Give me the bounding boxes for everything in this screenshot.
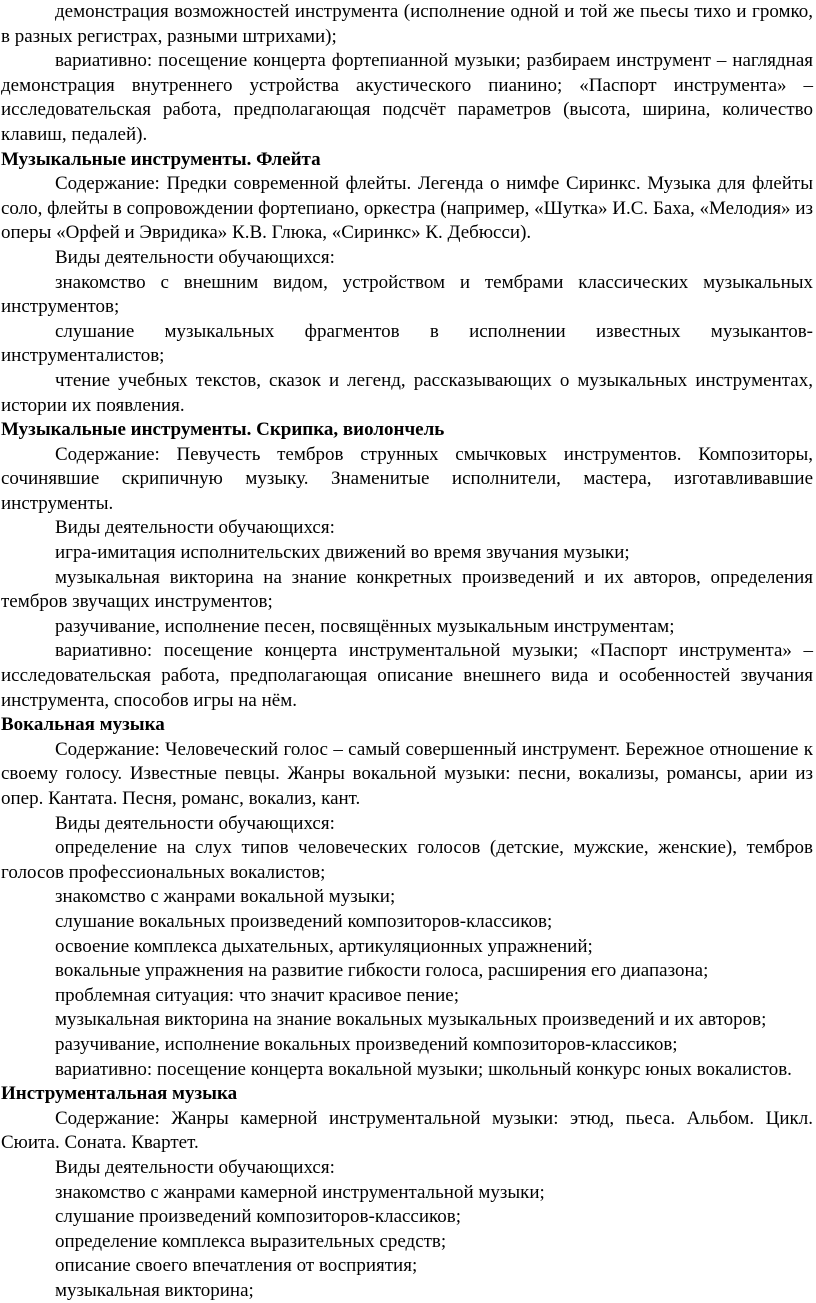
paragraph: вокальные упражнения на развитие гибкости голоса, расширения его диапазона;	[55, 960, 709, 982]
paragraph: музыкальная викторина на знание вокальных музыкальных произведений и их авторов;	[55, 1009, 767, 1031]
paragraph: вариативно: посещение концерта вокальной музыки; школьный конкурс юных вокалистов.	[55, 1058, 792, 1080]
paragraph: Виды деятельности обучающихся:	[55, 246, 335, 268]
paragraph: слушание произведений композиторов-классиков;	[55, 1206, 462, 1228]
paragraph: знакомство с внешним видом, устройством и тембрами классических музыкальных инструментов;	[1, 271, 813, 318]
paragraph: вариативно: посещение концерта инструментальной музыки; «Паспорт инструмента» – исследовательская работа, предполагающая описание внешнего вида и особенностей звучания инструмента, способов игры на нём.	[1, 640, 813, 711]
section-heading: Вокальная музыка	[1, 714, 165, 736]
paragraph: Виды деятельности обучающихся:	[55, 812, 335, 834]
paragraph: Содержание: Жанры камерной инструментальной музыки: этюд, пьеса. Альбом. Цикл. Сюита. Соната. Квартет.	[1, 1107, 813, 1154]
paragraph: игра-имитация исполнительских движений во время звучания музыки;	[55, 542, 630, 564]
paragraph: знакомство с жанрами вокальной музыки;	[55, 886, 396, 908]
section-heading: Инструментальная музыка	[1, 1083, 238, 1105]
paragraph: Содержание: Певучесть тембров струнных смычковых инструментов. Композиторы, сочинявшие скрипичную музыку. Знаменитые исполнители, мастера, изготавливавшие инструменты.	[1, 443, 813, 514]
paragraph: слушание музыкальных фрагментов в исполнении известных музыкантов-инструменталистов;	[1, 320, 813, 367]
paragraph: музыкальная викторина;	[55, 1279, 254, 1301]
paragraph: определение на слух типов человеческих голосов (детские, мужские, женские), тембров голосов профессиональных вокалистов;	[1, 837, 813, 883]
paragraph: определение комплекса выразительных средств;	[55, 1230, 447, 1252]
paragraph: Виды деятельности обучающихся:	[55, 517, 335, 539]
paragraph: разучивание, исполнение песен, посвящённых музыкальным инструментам;	[55, 615, 675, 637]
paragraph: описание своего впечатления от восприятия;	[55, 1255, 418, 1277]
paragraph: знакомство с жанрами камерной инструментальной музыки;	[55, 1181, 545, 1203]
paragraph: музыкальная викторина на знание конкретных произведений и их авторов, определения тембров звучащих инструментов;	[1, 566, 813, 613]
paragraph: проблемная ситуация: что значит красивое пение;	[55, 984, 459, 1006]
paragraph: демонстрация возможностей инструмента (исполнение одной и той же пьесы тихо и громко, в разных регистрах, разными штрихами);	[1, 1, 813, 47]
paragraph: Содержание: Человеческий голос – самый совершенный инструмент. Бережное отношение к своему голосу. Известные певцы. Жанры вокальной музыки: песни, вокализы, романсы, арии из опер. Кантата. Песня, романс, вокализ, кант.	[1, 738, 813, 809]
paragraph: вариативно: посещение концерта фортепианной музыки; разбираем инструмент – наглядная демонстрация внутреннего устройства акустического пианино; «Паспорт инструмента» – исследовательская работа, предполагающая подсчёт параметров (высота, ширина, количество клавиш, педалей).	[1, 50, 813, 145]
section-heading: Музыкальные инструменты. Скрипка, виолончель	[1, 419, 445, 441]
paragraph: чтение учебных текстов, сказок и легенд, рассказывающих о музыкальных инструментах, истории их появления.	[1, 369, 813, 416]
paragraph: Содержание: Предки современной флейты. Легенда о нимфе Сиринкс. Музыка для флейты соло, флейты в сопровождении фортепиано, оркестра (например, «Шутка» И.С. Баха, «Мелодия» из оперы «Орфей и Эвридика» К.В. Глюка, «Сиринкс» К. Дебюсси).	[1, 173, 813, 244]
paragraph: освоение комплекса дыхательных, артикуляционных упражнений;	[55, 935, 593, 957]
paragraph: слушание вокальных произведений композиторов-классиков;	[55, 910, 553, 932]
section-heading: Музыкальные инструменты. Флейта	[1, 148, 321, 170]
paragraph: разучивание, исполнение вокальных произведений композиторов-классиков;	[55, 1033, 678, 1055]
paragraph: Виды деятельности обучающихся:	[55, 1156, 335, 1178]
